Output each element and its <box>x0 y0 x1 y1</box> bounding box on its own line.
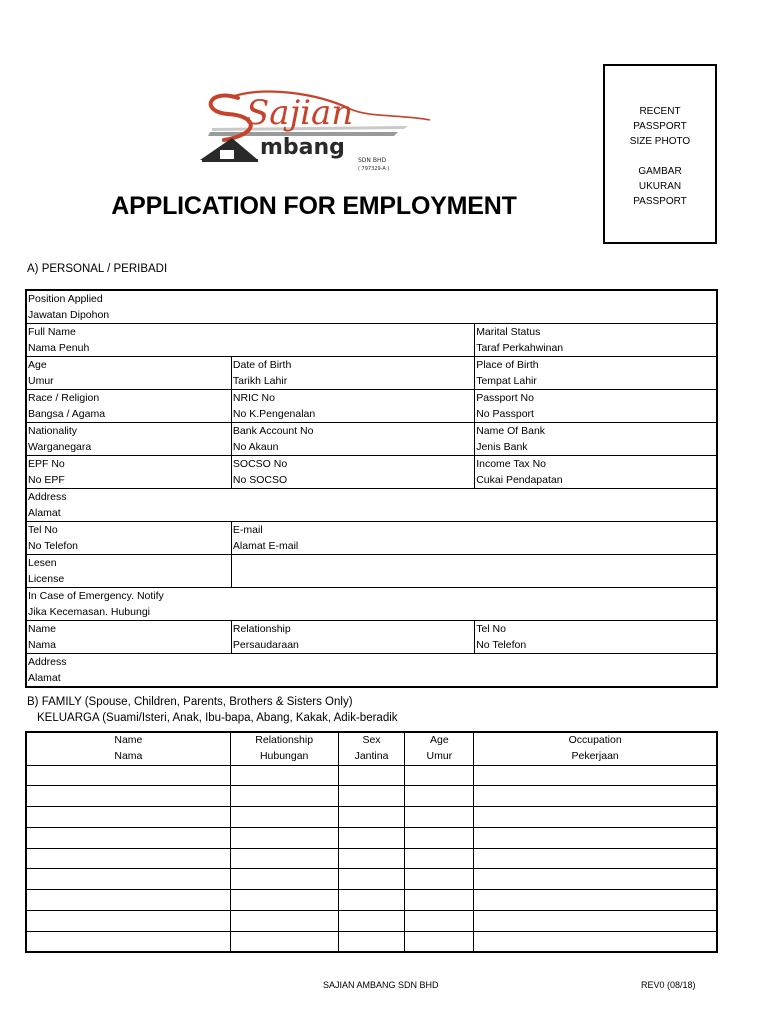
personal-field[interactable] <box>26 390 231 423</box>
personal-field[interactable] <box>26 290 717 324</box>
page-title: APPLICATION FOR EMPLOYMENT <box>111 192 517 220</box>
field-label: EPF No <box>28 458 65 470</box>
column-header-label: Occupation <box>568 734 622 747</box>
personal-field[interactable] <box>231 390 474 423</box>
field-label: Jawatan Dipohon <box>28 308 110 321</box>
personal-row <box>26 555 717 588</box>
field-label: In Case of Emergency. Notify <box>28 590 164 602</box>
family-row <box>26 827 717 848</box>
personal-row <box>26 456 717 489</box>
family-cell[interactable] <box>230 890 338 911</box>
family-cell[interactable] <box>474 911 717 932</box>
family-row <box>26 931 717 952</box>
family-cell[interactable] <box>338 869 405 890</box>
family-row <box>26 765 717 786</box>
family-cell[interactable] <box>26 890 230 911</box>
field-label: NRIC No <box>232 392 275 404</box>
field-label: Marital Status <box>476 326 541 338</box>
field-label: Name <box>28 623 57 635</box>
family-cell[interactable] <box>474 827 717 848</box>
family-column-header <box>230 732 338 765</box>
field-label: Nama <box>28 638 57 651</box>
field-label: No Passport <box>476 407 534 420</box>
field-label: Jenis Bank <box>476 440 528 453</box>
column-header-label: Umur <box>426 749 453 762</box>
family-row <box>26 807 717 828</box>
personal-field[interactable] <box>26 489 717 522</box>
photo-box-line: SIZE PHOTO <box>629 136 691 147</box>
family-cell[interactable] <box>474 786 717 807</box>
family-row <box>26 911 717 932</box>
column-header-label: Jantina <box>354 749 389 762</box>
family-cell[interactable] <box>474 931 717 952</box>
column-header-label: Hubungan <box>259 749 309 762</box>
family-cell[interactable] <box>474 848 717 869</box>
family-cell[interactable] <box>405 807 474 828</box>
section-b-subheading: KELUARGA (Suami/Isteri, Anak, Ibu-bapa, Abang, Kakak, Adik-beradik <box>37 712 398 724</box>
personal-field[interactable] <box>231 423 474 456</box>
field-label: Umur <box>28 374 54 387</box>
field-label: Position Applied <box>28 293 103 305</box>
footer-revision: REV0 (08/18) <box>641 980 696 990</box>
column-header-label: Name <box>114 734 143 747</box>
field-label: No SOCSO <box>232 473 288 486</box>
family-cell[interactable] <box>26 848 230 869</box>
family-table <box>25 731 718 953</box>
personal-row <box>26 489 717 522</box>
field-label: SOCSO No <box>232 458 288 470</box>
personal-field[interactable] <box>26 621 231 654</box>
field-label: Date of Birth <box>232 359 292 371</box>
column-header-label: Relationship <box>255 734 314 747</box>
logo-company-line: SDN BHD <box>358 157 387 164</box>
field-label: Nationality <box>28 425 78 437</box>
personal-field[interactable] <box>231 522 717 555</box>
column-header-label: Sex <box>362 734 381 747</box>
family-cell[interactable] <box>338 786 405 807</box>
family-cell[interactable] <box>230 848 338 869</box>
personal-field[interactable] <box>475 324 717 357</box>
family-cell[interactable] <box>405 827 474 848</box>
logo-graphic <box>198 88 438 174</box>
field-label: No K.Pengenalan <box>232 407 316 420</box>
field-label: Alamat <box>28 671 61 684</box>
field-label: Jika Kecemasan. Hubungi <box>28 605 150 618</box>
family-cell[interactable] <box>474 807 717 828</box>
column-header-label: Age <box>430 734 449 747</box>
personal-field[interactable] <box>26 654 717 688</box>
family-cell[interactable] <box>26 765 230 786</box>
family-cell[interactable] <box>230 931 338 952</box>
passport-photo-box <box>603 64 717 244</box>
personal-row <box>26 290 717 324</box>
field-label: No Akaun <box>232 440 279 453</box>
family-cell[interactable] <box>405 890 474 911</box>
field-label: Address <box>28 656 67 668</box>
family-cell[interactable] <box>474 765 717 786</box>
personal-row <box>26 522 717 555</box>
field-label: Alamat E-mail <box>232 539 299 552</box>
field-label: E-mail <box>232 524 263 536</box>
field-label: Place of Birth <box>476 359 539 371</box>
field-label: Name Of Bank <box>476 425 546 437</box>
photo-box-line: UKURAN <box>638 181 682 192</box>
field-label <box>233 556 715 572</box>
family-cell[interactable] <box>338 765 405 786</box>
family-cell[interactable] <box>230 807 338 828</box>
personal-field[interactable] <box>26 357 231 390</box>
personal-field[interactable] <box>475 621 717 654</box>
photo-box-line <box>605 149 715 164</box>
field-label: Persaudaraan <box>232 638 299 651</box>
field-label: No EPF <box>28 473 65 486</box>
personal-row <box>26 588 717 621</box>
family-cell[interactable] <box>474 869 717 890</box>
family-cell[interactable] <box>405 911 474 932</box>
family-cell[interactable] <box>26 786 230 807</box>
field-label: Full Name <box>28 326 76 338</box>
personal-field[interactable] <box>475 423 717 456</box>
field-label: Nama Penuh <box>28 341 90 354</box>
family-row <box>26 869 717 890</box>
field-label: Cukai Pendapatan <box>476 473 563 486</box>
family-cell[interactable] <box>474 890 717 911</box>
field-label: No Telefon <box>476 638 527 651</box>
family-cell[interactable] <box>230 786 338 807</box>
column-header-label: Pekerjaan <box>571 749 619 762</box>
family-cell[interactable] <box>405 848 474 869</box>
family-cell[interactable] <box>338 890 405 911</box>
footer-company: SAJIAN AMBANG SDN BHD <box>323 980 439 990</box>
family-column-header <box>26 732 230 765</box>
logo-script: Sajian <box>246 93 354 133</box>
field-label: Lesen <box>28 557 57 569</box>
personal-row <box>26 621 717 654</box>
photo-box-line: RECENT <box>639 106 681 117</box>
family-cell[interactable] <box>405 786 474 807</box>
photo-box-line: PASSPORT <box>633 196 687 207</box>
personal-field[interactable] <box>231 456 474 489</box>
field-label: Bank Account No <box>232 425 314 437</box>
logo-wordmark: mbang <box>260 135 345 160</box>
personal-field[interactable] <box>231 621 474 654</box>
field-label: Warganegara <box>28 440 92 453</box>
field-label: Taraf Perkahwinan <box>476 341 564 354</box>
family-cell[interactable] <box>338 931 405 952</box>
field-label: Tel No <box>476 623 506 635</box>
company-logo <box>198 88 438 174</box>
field-label: Tel No <box>28 524 58 536</box>
field-label: No Telefon <box>28 539 79 552</box>
family-cell[interactable] <box>26 911 230 932</box>
personal-field[interactable] <box>26 423 231 456</box>
field-label: License <box>28 572 65 585</box>
field-label: Income Tax No <box>476 458 547 470</box>
field-label <box>233 572 715 588</box>
family-column-header <box>338 732 405 765</box>
family-cell[interactable] <box>338 848 405 869</box>
family-row <box>26 890 717 911</box>
family-cell[interactable] <box>338 827 405 848</box>
personal-row <box>26 324 717 357</box>
family-cell[interactable] <box>405 765 474 786</box>
field-label: Bangsa / Agama <box>28 407 106 420</box>
family-cell[interactable] <box>230 869 338 890</box>
personal-field[interactable] <box>26 555 231 588</box>
field-label: Alamat <box>28 506 61 519</box>
family-cell[interactable] <box>230 765 338 786</box>
personal-field[interactable] <box>26 522 231 555</box>
family-cell[interactable] <box>230 827 338 848</box>
personal-row <box>26 654 717 688</box>
field-label: Tarikh Lahir <box>232 374 288 387</box>
personal-field[interactable] <box>26 588 717 621</box>
field-label: Relationship <box>232 623 291 635</box>
family-cell[interactable] <box>338 911 405 932</box>
family-cell[interactable] <box>26 807 230 828</box>
personal-field[interactable] <box>475 456 717 489</box>
personal-field[interactable] <box>475 357 717 390</box>
family-cell[interactable] <box>405 931 474 952</box>
personal-field[interactable] <box>475 390 717 423</box>
field-label: Age <box>28 359 47 371</box>
field-label: Tempat Lahir <box>476 374 537 387</box>
logo-reg-no: ( 797329-A ) <box>358 166 390 172</box>
family-column-header <box>405 732 474 765</box>
field-label: Address <box>28 491 67 503</box>
personal-field[interactable] <box>231 555 717 588</box>
section-b-heading: B) FAMILY (Spouse, Children, Parents, Brothers & Sisters Only) <box>27 696 353 708</box>
field-label: Race / Religion <box>28 392 100 404</box>
family-column-header <box>474 732 717 765</box>
family-cell[interactable] <box>26 931 230 952</box>
family-cell[interactable] <box>338 807 405 828</box>
photo-box-line: PASSPORT <box>633 121 687 132</box>
personal-field[interactable] <box>26 456 231 489</box>
personal-field[interactable] <box>231 357 474 390</box>
field-label: Passport No <box>476 392 534 404</box>
column-header-label: Nama <box>114 749 143 762</box>
family-row <box>26 848 717 869</box>
family-cell[interactable] <box>230 911 338 932</box>
family-cell[interactable] <box>26 869 230 890</box>
personal-row <box>26 357 717 390</box>
family-cell[interactable] <box>405 869 474 890</box>
personal-row <box>26 423 717 456</box>
personal-field[interactable] <box>26 324 475 357</box>
family-cell[interactable] <box>26 827 230 848</box>
personal-details-table <box>25 289 718 688</box>
photo-box-line: GAMBAR <box>638 166 682 177</box>
family-row <box>26 786 717 807</box>
personal-row <box>26 390 717 423</box>
section-a-heading: A) PERSONAL / PERIBADI <box>27 263 168 275</box>
